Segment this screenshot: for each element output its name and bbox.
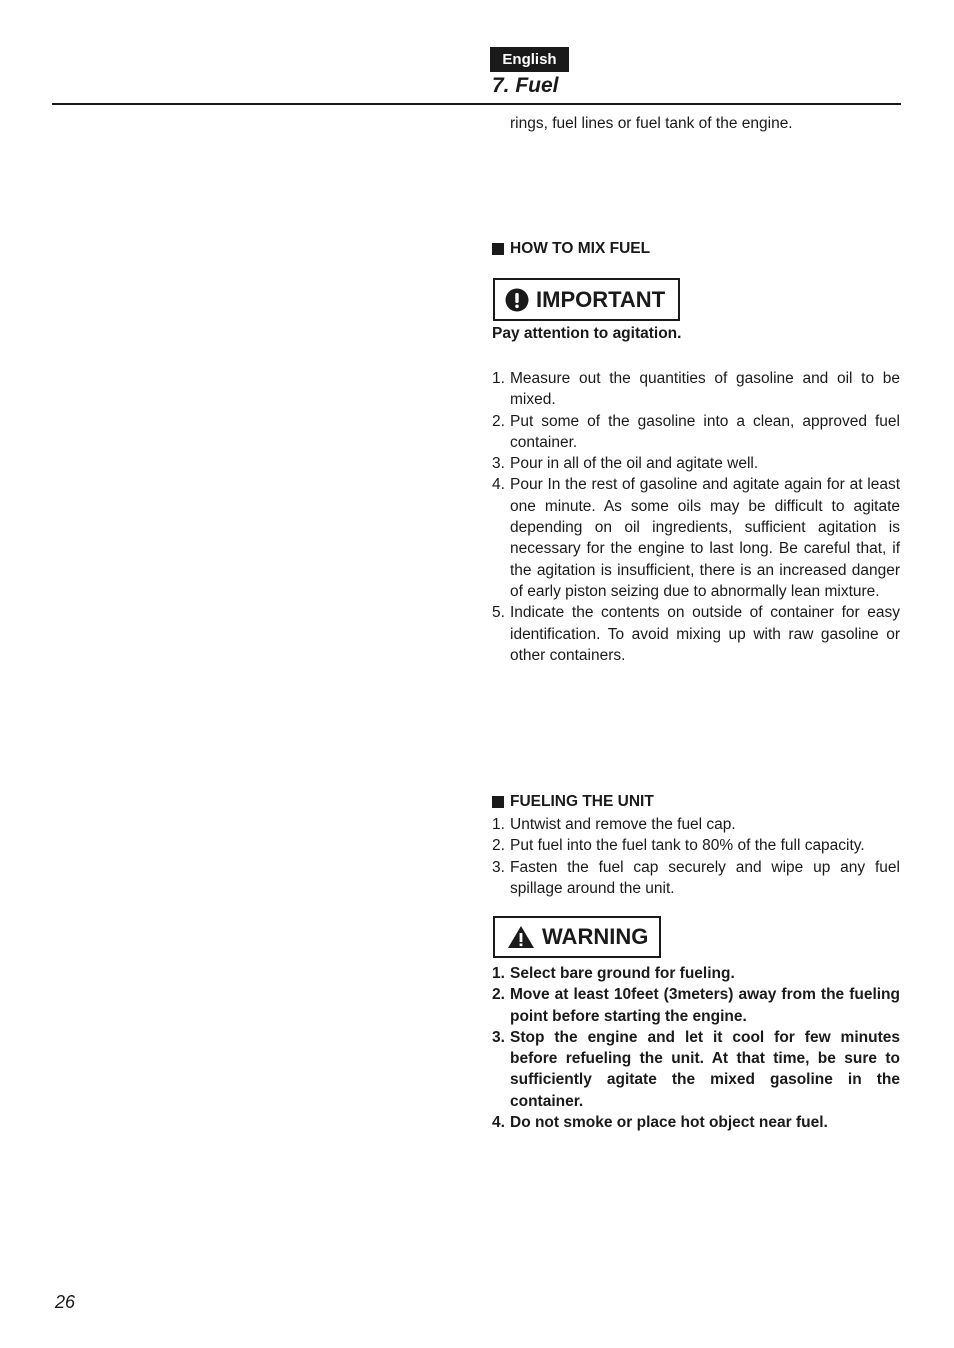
list-item: 4. Pour In the rest of gasoline and agitate again for at least one minute. As some oils may be difficult to agitate depending on oil ingredients, sufficient agitation is necessary for the engine to last long. Be careful that, if the agitation is insufficient, there is an increased danger of early piston seizing due to abnormally lean mixture.	[492, 476, 900, 600]
warning-badge	[493, 916, 661, 958]
exclamation-icon	[505, 288, 529, 312]
list-item: 5. Indicate the contents on outside of container for easy identification. To avoid mixing up with raw gasoline or other containers.	[492, 604, 900, 664]
list-item: 3. Stop the engine and let it cool for few minutes before refueling the unit. At that time, be sure to sufficiently agitate the mixed gasoline in the container.	[492, 1028, 900, 1110]
list-item: 1. Untwist and remove the fuel cap.	[492, 816, 736, 833]
language-tab: English	[490, 47, 569, 72]
list-item: 3. Pour in all of the oil and agitate well.	[492, 455, 759, 473]
list-item: 1. Measure out the quantities of gasoline and oil to be mixed.	[492, 370, 900, 409]
important-badge	[493, 278, 680, 321]
warning-label: WARNING	[542, 924, 649, 949]
list-item: 1. Select bare ground for fueling.	[492, 965, 735, 982]
section-title: 7. Fuel	[492, 74, 559, 97]
page-number: 26	[55, 1292, 76, 1312]
list-item: 4. Do not smoke or place hot object near fuel.	[492, 1114, 828, 1132]
square-bullet-icon	[492, 796, 504, 808]
fueling-heading-text: FUELING THE UNIT	[510, 793, 654, 810]
warning-triangle-icon	[507, 925, 535, 949]
fueling-steps	[492, 814, 900, 899]
fueling-heading	[492, 793, 654, 811]
list-item: 3. Fasten the fuel cap securely and wipe up any fuel spillage around the unit.	[492, 858, 900, 897]
list-item: 2. Put fuel into the fuel tank to 80% of the full capacity.	[492, 837, 865, 855]
warning-list	[492, 963, 900, 1133]
square-bullet-icon	[492, 243, 504, 255]
important-note: Pay attention to agitation.	[492, 325, 682, 342]
list-item: 2. Move at least 10feet (3meters) away from the fueling point before starting the engine.	[492, 986, 900, 1025]
important-label: IMPORTANT	[536, 286, 666, 312]
mix-fuel-heading-text: HOW TO MIX FUEL	[510, 240, 651, 257]
continuation-text: rings, fuel lines or fuel tank of the engine.	[510, 115, 793, 132]
mix-steps	[492, 368, 900, 666]
mix-fuel-heading	[492, 240, 650, 258]
header-rule	[52, 103, 901, 105]
list-item: 2. Put some of the gasoline into a clean, approved fuel container.	[492, 412, 900, 451]
